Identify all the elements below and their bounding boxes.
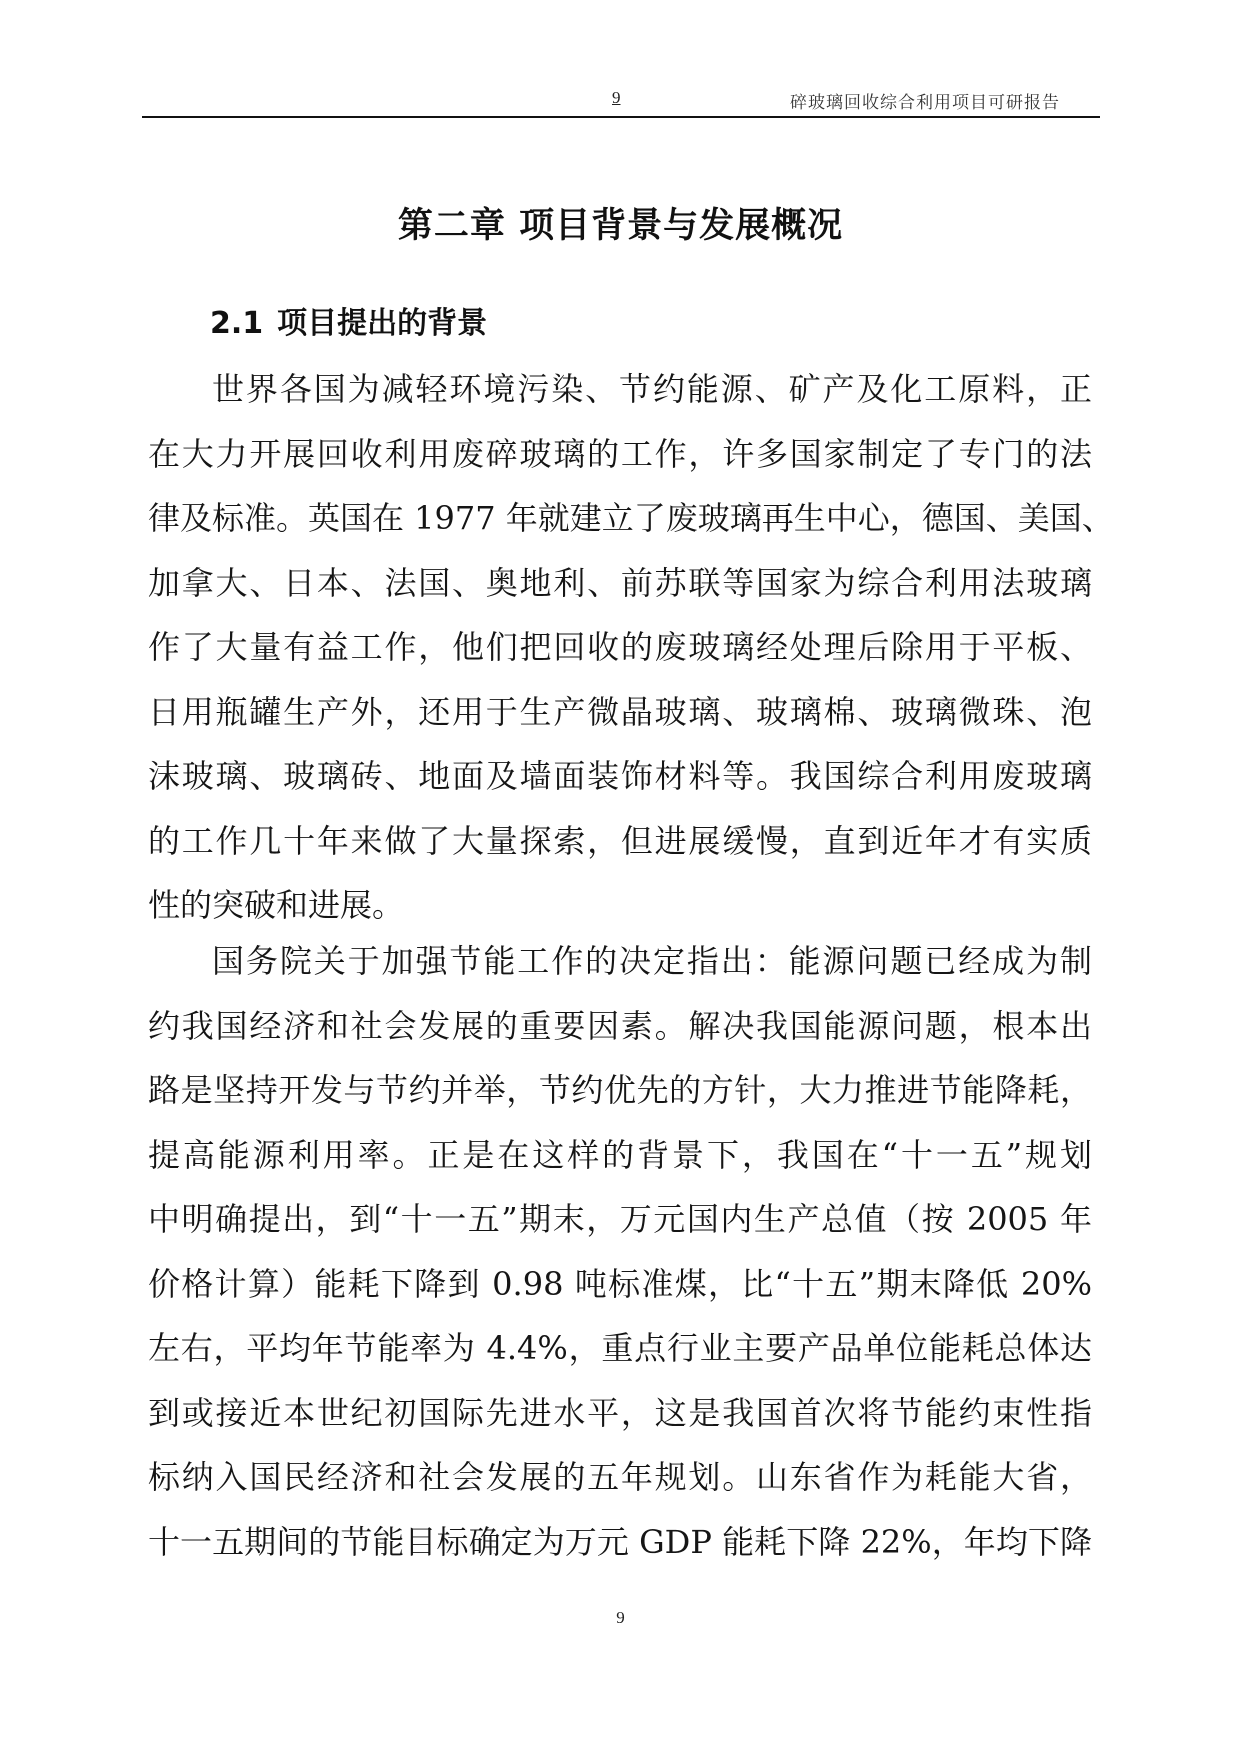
paragraph-line: 作了大量有益工作，他们把回收的废玻璃经处理后除用于平板、 <box>148 628 1092 666</box>
paragraph-line: 十一五期间的节能目标确定为万元 GDP 能耗下降 22%，年均下降 <box>148 1522 1092 1561</box>
paragraph-line: 日用瓶罐生产外，还用于生产微晶玻璃、玻璃棉、玻璃微珠、泡 <box>148 692 1092 731</box>
paragraph-line: 标纳入国民经济和社会发展的五年规划。山东省作为耗能大省， <box>148 1458 1092 1496</box>
header-page-number: 9 <box>612 88 621 107</box>
paragraph-line: 在大力开展回收利用废碎玻璃的工作，许多国家制定了专门的法 <box>148 434 1092 473</box>
paragraph-line: 约我国经济和社会发展的重要因素。解决我国能源问题，根本出 <box>148 1006 1092 1045</box>
section-number: 2.1 <box>210 306 264 341</box>
paragraph-background-1 <box>148 357 1114 938</box>
footer-page-number: 9 <box>616 1608 625 1627</box>
section-heading <box>210 298 501 342</box>
paragraph-line: 性的突破和进展。 <box>148 886 405 924</box>
paragraph-line: 中明确提出，到“十一五”期末，万元国内生产总值（按 2005 年 <box>148 1200 1092 1238</box>
section-title-text: 项目提出的背景 <box>277 306 488 341</box>
page-header <box>142 82 1100 118</box>
paragraph-line: 国务院关于加强节能工作的决定指出：能源问题已经成为制 <box>212 942 1092 980</box>
paragraph-line: 的工作几十年来做了大量探索，但进展缓慢，直到近年才有实质 <box>148 821 1092 860</box>
paragraph-line: 世界各国为减轻环境污染、节约能源、矿产及化工原料，正 <box>212 370 1092 408</box>
paragraph-line: 左右，平均年节能率为 4.4%，重点行业主要产品单位能耗总体达 <box>148 1329 1092 1367</box>
paragraph-line: 到或接近本世纪初国际先进水平，这是我国首次将节能约束性指 <box>148 1393 1092 1432</box>
paragraph-line: 沫玻璃、玻璃砖、地面及墙面装饰材料等。我国综合利用废玻璃 <box>148 757 1092 795</box>
paragraph-line: 提高能源利用率。正是在这样的背景下，我国在“十一五”规划 <box>148 1135 1092 1174</box>
paragraph-line: 路是坚持开发与节约并举，节约优先的方针，大力推进节能降耗， <box>148 1071 1092 1109</box>
paragraph-line: 加拿大、日本、法国、奥地利、前苏联等国家为综合利用法玻璃 <box>148 563 1092 602</box>
paragraph-line: 价格计算）能耗下降到 0.98 吨标准煤，比“十五”期末降低 20% <box>148 1264 1092 1303</box>
paragraph-line: 律及标准。英国在 1977 年就建立了废玻璃再生中心，德国、美国、 <box>148 499 1114 537</box>
paragraph-background-2 <box>148 929 1092 1574</box>
header-document-title: 碎玻璃回收综合利用项目可研报告 <box>790 93 1060 113</box>
chapter-title: 第二章 项目背景与发展概况 <box>397 206 844 246</box>
